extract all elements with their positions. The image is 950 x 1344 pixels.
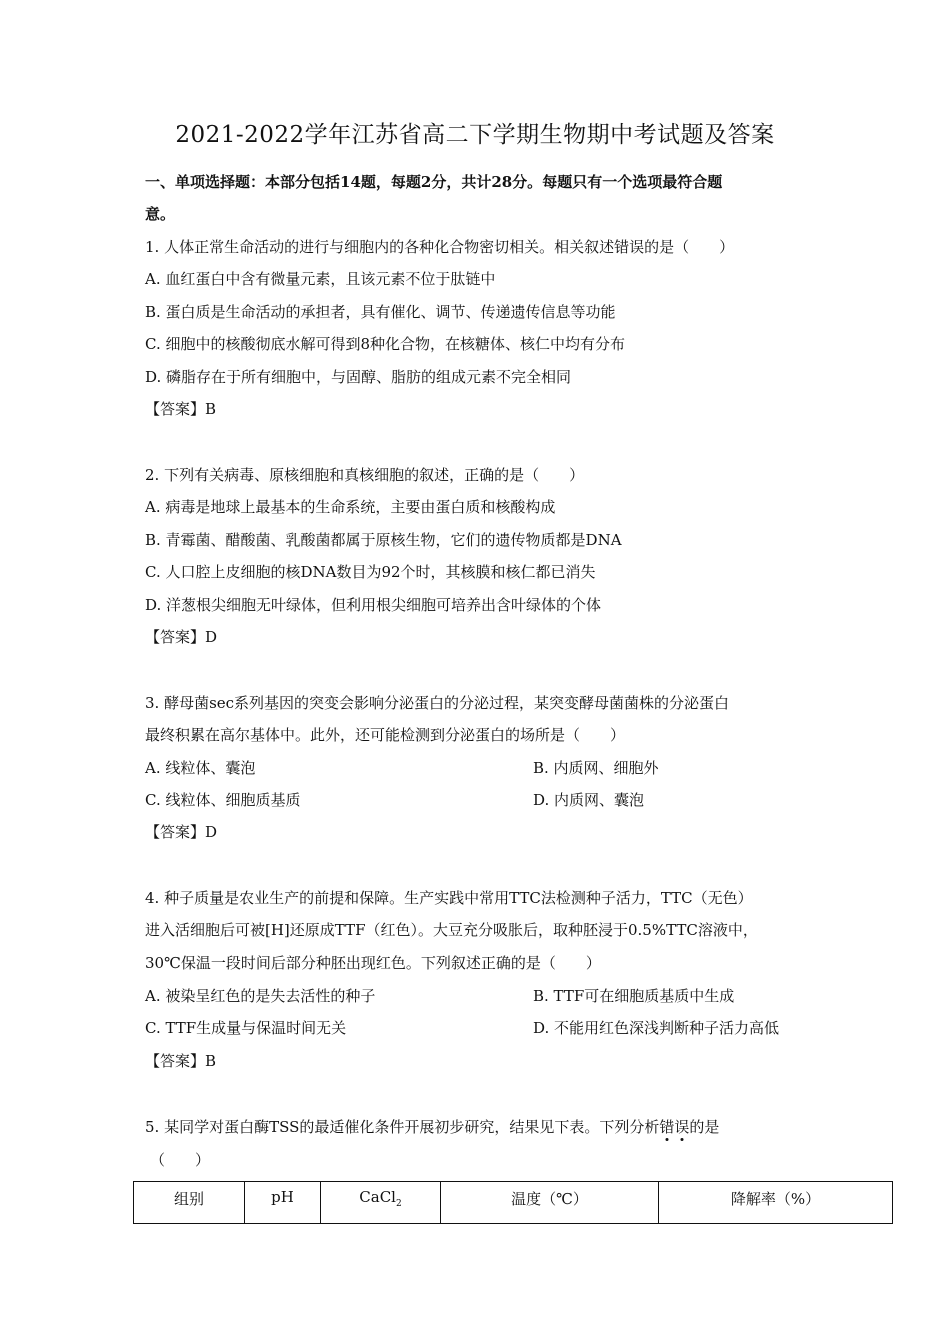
question-4-stem: 4. 种子质量是农业生产的前提和保障。生产实践中常用TTC法检测种子活力，TTC（无色） (145, 889, 753, 907)
emphasis-dot (665, 1138, 668, 1141)
question-1-option-b: B. 蛋白质是生命活动的承担者，具有催化、调节、传递遗传信息等功能 (145, 303, 616, 321)
question-5-stem (145, 1117, 719, 1137)
table-header-cacl2-text: CaCl (359, 1188, 396, 1206)
table-header-group: 组别 (134, 1182, 245, 1224)
question-4-option-b: B. TTF可在细胞质基质中生成 (533, 987, 735, 1005)
question-3-option-a: A. 线粒体、囊泡 (145, 759, 256, 777)
question-4-stem-cont: 进入活细胞后可被[H]还原成TTF（红色）。大豆充分吸胀后，取种胚浸于0.5%TTC溶液中， (145, 921, 758, 939)
section-heading-cont: 意。 (145, 205, 176, 223)
question-1-option-c: C. 细胞中的核酸彻底水解可得到8种化合物，在核糖体、核仁中均有分布 (145, 335, 626, 353)
question-3-option-d: D. 内质网、囊泡 (533, 791, 645, 809)
table-header-row (134, 1182, 893, 1224)
question-3-stem-cont: 最终积累在高尔基体中。此外，还可能检测到分泌蛋白的场所是（ ） (145, 726, 626, 744)
question-4-stem-cont: 30℃保温一段时间后部分种胚出现红色。下列叙述正确的是（ ） (145, 954, 601, 972)
question-1-stem: 1. 人体正常生命活动的进行与细胞内的各种化合物密切相关。相关叙述错误的是（ ） (145, 238, 735, 256)
question-1-option-d: D. 磷脂存在于所有细胞中，与固醇、脂肪的组成元素不完全相同 (145, 368, 572, 386)
emphasis-char (674, 1118, 689, 1136)
question-2-option-b: B. 青霉菌、醋酸菌、乳酸菌都属于原核生物，它们的遗传物质都是DNA (145, 531, 622, 549)
question-3-answer: 【答案】D (145, 823, 218, 841)
table-header-cacl2 (321, 1182, 441, 1224)
question-4-answer: 【答案】B (145, 1052, 217, 1070)
question-2-answer: 【答案】D (145, 628, 218, 646)
question-5-stem-cont: （ ） (150, 1151, 211, 1169)
question-5-stem-text: 5. 某同学对蛋白酶TSS的最适催化条件开展初步研究，结果见下表。下列分析 (145, 1118, 660, 1136)
question-4-option-c: C. TTF生成量与保温时间无关 (145, 1019, 347, 1037)
subscript: 2 (395, 1199, 402, 1209)
section-heading: 一、单项选择题：本部分包括14题，每题2分，共计28分。每题只有一个选项最符合题 (145, 173, 723, 191)
table-header-ph: pH (245, 1182, 321, 1224)
emphasis-dot (680, 1138, 683, 1141)
emphasis-char-text: 误 (674, 1118, 690, 1136)
page-title: 2021-2022学年江苏省高二下学期生物期中考试题及答案 (175, 122, 775, 148)
question-3-stem: 3. 酵母菌sec系列基因的突变会影响分泌蛋白的分泌过程，某突变酵母菌菌株的分泌蛋白 (145, 694, 730, 712)
data-table (133, 1181, 893, 1224)
question-5-stem-text: 的是 (689, 1118, 720, 1136)
question-2-option-a: A. 病毒是地球上最基本的生命系统，主要由蛋白质和核酸构成 (145, 498, 556, 516)
emphasis-char (659, 1118, 674, 1136)
emphasis-char-text: 错 (659, 1118, 675, 1136)
question-2-stem: 2. 下列有关病毒、原核细胞和真核细胞的叙述，正确的是（ ） (145, 466, 585, 484)
question-3-option-c: C. 线粒体、细胞质基质 (145, 791, 301, 809)
table-header-temperature: 温度（℃） (441, 1182, 659, 1224)
question-4-option-d: D. 不能用红色深浅判断种子活力高低 (533, 1019, 780, 1037)
question-2-option-d: D. 洋葱根尖细胞无叶绿体，但利用根尖细胞可培养出含叶绿体的个体 (145, 596, 602, 614)
question-1-answer: 【答案】B (145, 400, 217, 418)
question-3-option-b: B. 内质网、细胞外 (533, 759, 659, 777)
question-2-option-c: C. 人口腔上皮细胞的核DNA数目为92个时，其核膜和核仁都已消失 (145, 563, 596, 581)
question-1-option-a: A. 血红蛋白中含有微量元素，且该元素不位于肽链中 (145, 270, 496, 288)
question-4-option-a: A. 被染呈红色的是失去活性的种子 (145, 987, 376, 1005)
table-header-degradation: 降解率（%） (659, 1182, 893, 1224)
